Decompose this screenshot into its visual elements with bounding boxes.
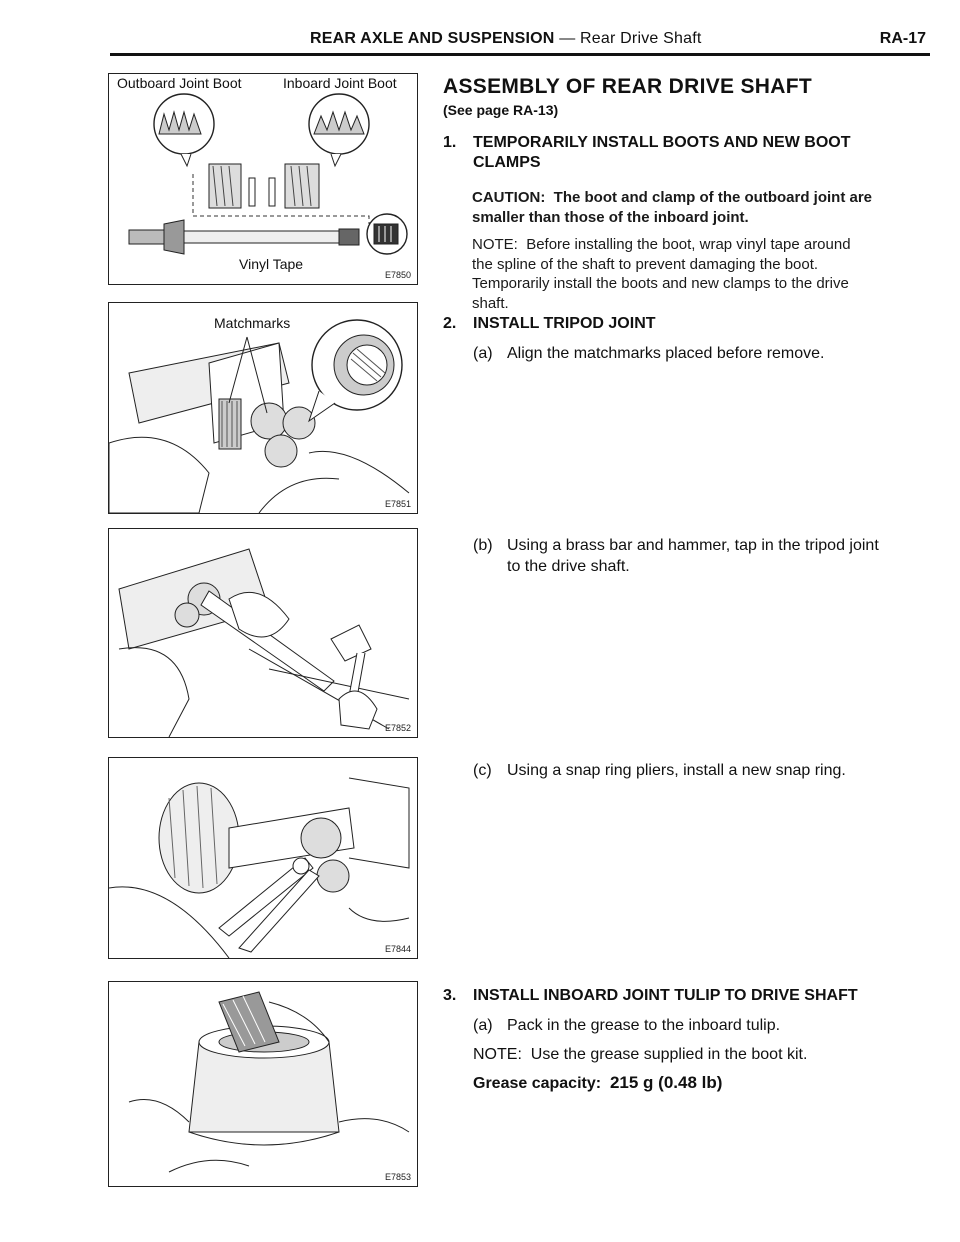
matchmarks-drawing	[109, 303, 417, 513]
grease-capacity-spec	[473, 1072, 913, 1094]
sub-mark: (a)	[473, 1017, 493, 1034]
figure-matchmarks	[108, 302, 418, 514]
step-title-line: INSTALL TRIPOD JOINT	[473, 315, 656, 332]
figure-brass-bar-hammer	[108, 528, 418, 738]
brass-bar-hammer-drawing	[109, 529, 417, 737]
header-rule	[110, 53, 930, 56]
boot-layout-drawing	[109, 74, 417, 284]
sub-mark: (a)	[473, 345, 493, 362]
figure-grease-tulip	[108, 981, 418, 1187]
caution-text: The boot and clamp of the outboard joint are	[553, 189, 873, 206]
body-text: shaft.	[472, 295, 509, 312]
note-text: Use the grease supplied in the boot kit.	[530, 1046, 808, 1063]
caution-text: smaller than those of the inboard joint.	[472, 209, 749, 226]
figure-code: E7851	[384, 499, 411, 509]
note-text: the spline of the shaft to prevent damaging the boot.	[472, 256, 819, 273]
step-number: 2.	[443, 315, 457, 332]
step-number: 3.	[443, 987, 457, 1004]
label-inboard-joint-boot: Inboard Joint Boot	[283, 75, 397, 91]
spec-value: 215 g (0.48 lb)	[609, 1073, 723, 1092]
spec-label: Grease capacity:	[473, 1075, 602, 1092]
figure-code: E7852	[384, 723, 411, 733]
header-section: REAR AXLE AND SUSPENSION	[310, 30, 555, 47]
step-1-caution	[472, 188, 912, 228]
sub-text: to the drive shaft.	[507, 558, 630, 575]
note-text: Before installing the boot, wrap vinyl tape around	[526, 236, 851, 253]
step-1-note	[472, 235, 912, 275]
page-number: RA-17	[879, 30, 926, 47]
section-heading: ASSEMBLY OF REAR DRIVE SHAFT	[443, 75, 812, 98]
step-number: 1.	[443, 134, 457, 151]
snap-ring-pliers-drawing	[109, 758, 417, 958]
figure-code: E7853	[384, 1172, 411, 1182]
sub-text: Using a brass bar and hammer, tap in the tripod joint	[507, 537, 879, 554]
figure-code: E7844	[384, 944, 411, 954]
section-reference: (See page RA-13)	[443, 102, 559, 118]
label-outboard-joint-boot: Outboard Joint Boot	[117, 75, 242, 91]
grease-tulip-drawing	[109, 982, 417, 1186]
header-subsection: — Rear Drive Shaft	[554, 30, 702, 47]
step-title-line: TEMPORARILY INSTALL BOOTS AND NEW BOOT	[473, 134, 851, 151]
body-text: Temporarily install the boots and new clamps to the drive	[472, 275, 849, 292]
sub-text: Pack in the grease to the inboard tulip.	[507, 1017, 781, 1034]
sub-text: Using a snap ring pliers, install a new snap ring.	[507, 762, 846, 779]
sub-mark: (c)	[473, 762, 492, 779]
figure-snap-ring-pliers	[108, 757, 418, 959]
sub-text: Align the matchmarks placed before remove.	[507, 345, 825, 362]
step-title-line: CLAMPS	[473, 154, 541, 171]
figure-code: E7850	[384, 270, 411, 280]
label-matchmarks: Matchmarks	[214, 315, 291, 331]
step-3-note	[473, 1044, 913, 1065]
note-label: NOTE:	[472, 236, 518, 253]
figure-boot-layout	[108, 73, 418, 285]
sub-mark: (b)	[473, 537, 493, 554]
step-1-body	[472, 274, 912, 314]
note-label: NOTE:	[473, 1046, 522, 1063]
page-header	[110, 28, 930, 54]
step-1-title	[443, 133, 923, 177]
label-vinyl-tape: Vinyl Tape	[239, 256, 304, 272]
caution-label: CAUTION:	[472, 189, 546, 206]
header-title	[310, 30, 702, 48]
step-title-line: INSTALL INBOARD JOINT TULIP TO DRIVE SHAFT	[473, 987, 858, 1004]
